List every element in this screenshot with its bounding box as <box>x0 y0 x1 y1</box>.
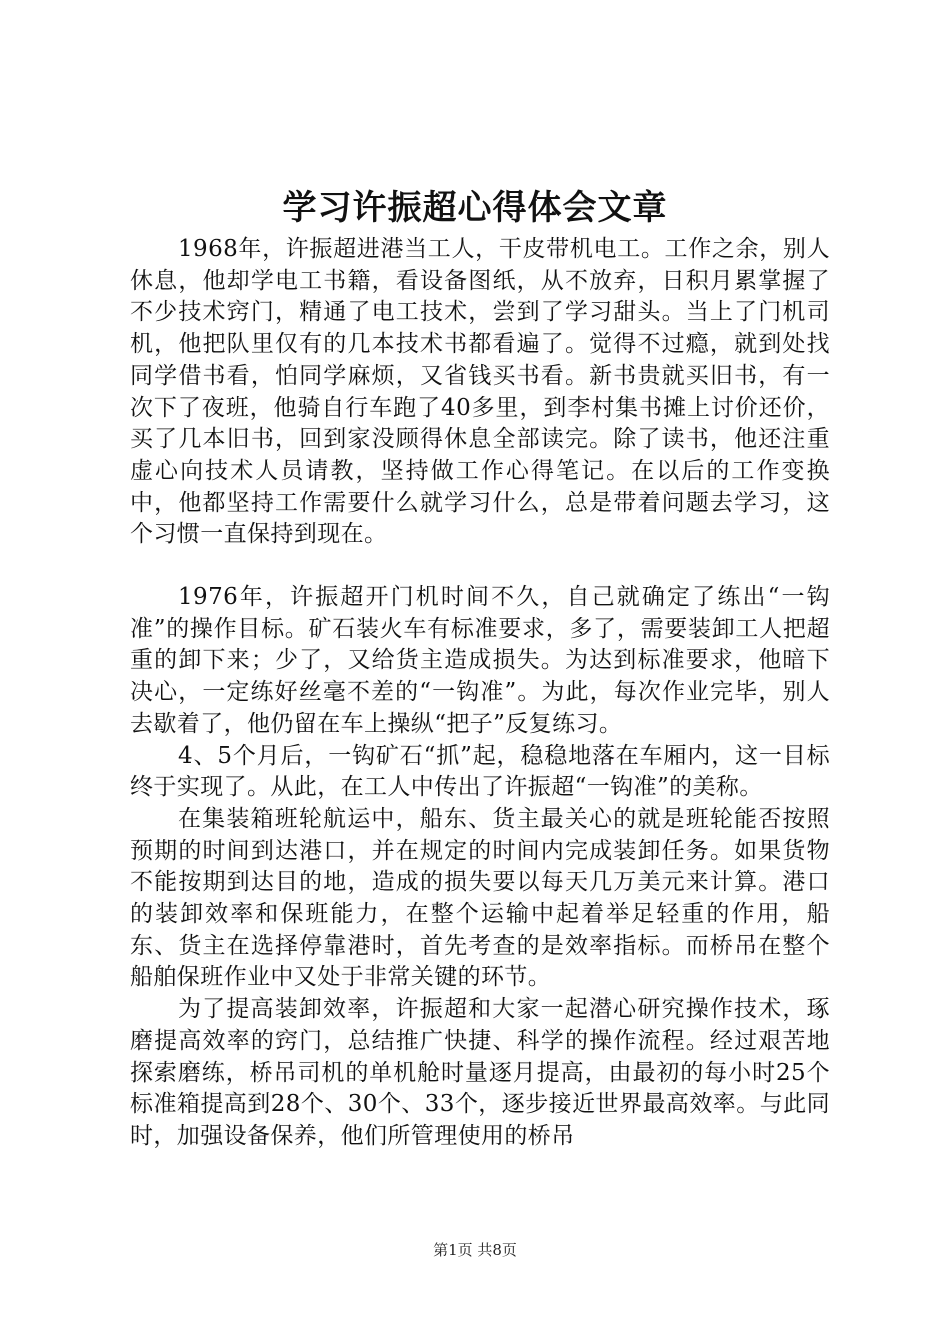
paragraph-2: 1976年，许振超开门机时间不久，自己就确定了练出“一钩准”的操作目标。矿石装火车有标准要求，多了，需要装卸工人把超重的卸下来；少了，又给货主造成损失。为达到标准要求，他暗下决心，一定练好丝毫不差的“一钩准”。为此，每次作业完毕，别人去歇着了，他仍留在车上操纵“把子”反复练习。 <box>130 584 830 737</box>
paragraph-1: 1968年，许振超进港当工人，干皮带机电工。工作之余，别人休息，他却学电工书籍，看设备图纸，从不放弃，日积月累掌握了不少技术窍门，精通了电工技术，尝到了学习甜头。当上了门机司机，他把队里仅有的几本技术书都看遍了。觉得不过瘾，就到处找同学借书看，怕同学麻烦，又省钱买书看。新书贵就买旧书，有一次下了夜班，他骑自行车跑了40多里，到李村集书摊上讨价还价，买了几本旧书，回到家没顾得休息全部读完。除了读书，他还注重虚心向技术人员请教，坚持做工作心得笔记。在以后的工作变换中，他都坚持工作需要什么就学习什么，总是带着问题去学习，这个习惯一直保持到现在。 <box>130 236 830 548</box>
document-body <box>130 234 830 1153</box>
document-title: 学习许振超心得体会文章 <box>282 188 668 228</box>
paragraph-4: 在集装箱班轮航运中，船东、货主最关心的就是班轮能否按照预期的时间到达港口，并在规定的时间内完成装卸任务。如果货物不能按期到达目的地，造成的损失要以每天几万美元来计算。港口的装卸效率和保班能力，在整个运输中起着举足轻重的作用，船东、货主在选择停靠港时，首先考查的是效率指标。而桥吊在整个船舶保班作业中又处于非常关键的环节。 <box>130 805 830 991</box>
page-number-footer: 第1页 共8页 <box>433 1241 517 1259</box>
paragraph-5: 为了提高装卸效率，许振超和大家一起潜心研究操作技术，琢磨提高效率的窍门，总结推广快捷、科学的操作流程。经过艰苦地探索磨练，桥吊司机的单机舱时量逐月提高，由最初的每小时25个标准箱提高到28个、30个、33个，逐步接近世界最高效率。与此同时，加强设备保养，他们所管理使用的桥吊 <box>130 996 830 1149</box>
paragraph-3: 4、5个月后，一钩矿石“抓”起，稳稳地落在车厢内，这一目标终于实现了。从此，在工人中传出了许振超“一钩准”的美称。 <box>130 742 830 801</box>
